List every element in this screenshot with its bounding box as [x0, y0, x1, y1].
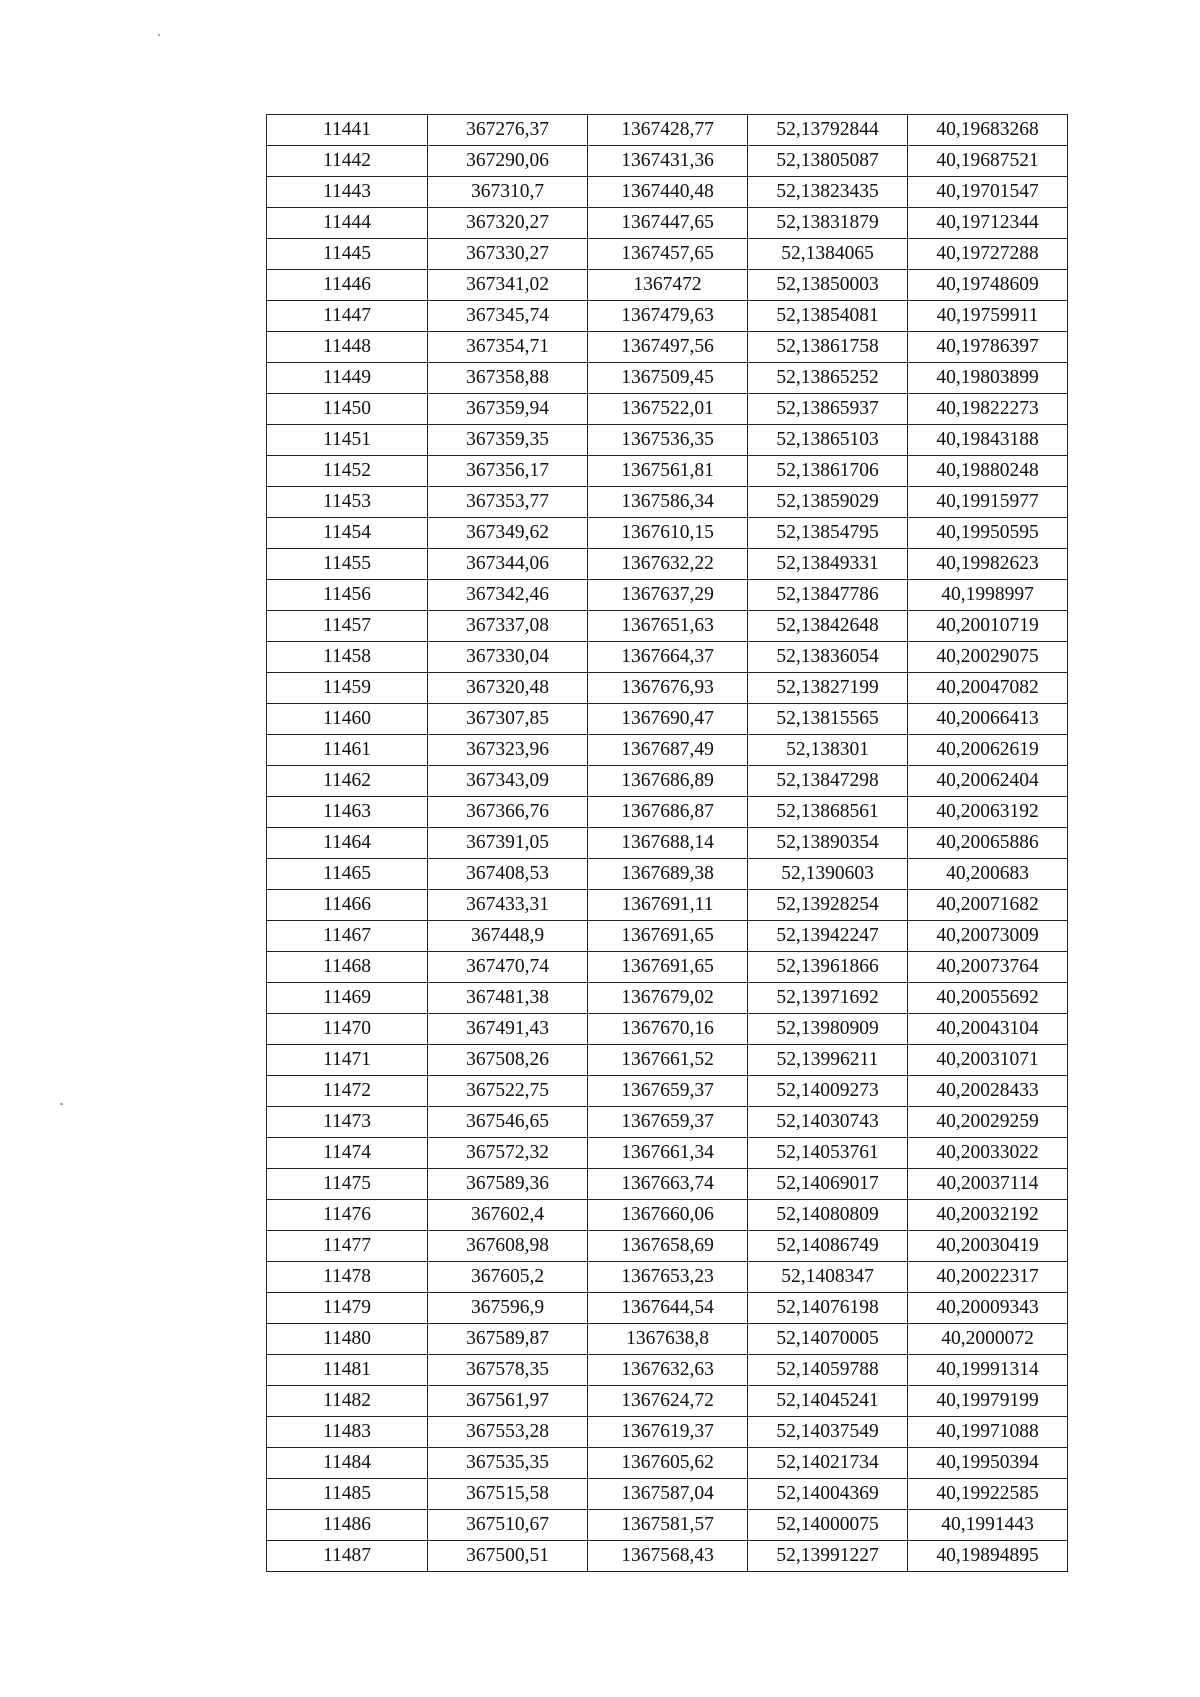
longitude-cell: 40,20047082: [908, 673, 1068, 704]
latitude-cell: 52,13991227: [748, 1541, 908, 1572]
longitude-cell: 40,20065886: [908, 828, 1068, 859]
table-row: [267, 952, 1068, 983]
x-coordinate-cell: 367359,35: [428, 425, 588, 456]
y-coordinate-cell: 1367664,37: [588, 642, 748, 673]
latitude-cell: 52,13831879: [748, 208, 908, 239]
y-coordinate-cell: 1367587,04: [588, 1479, 748, 1510]
longitude-cell: 40,19786397: [908, 332, 1068, 363]
x-coordinate-cell: 367366,76: [428, 797, 588, 828]
longitude-cell: 40,2000072: [908, 1324, 1068, 1355]
latitude-cell: 52,13823435: [748, 177, 908, 208]
y-coordinate-cell: 1367431,36: [588, 146, 748, 177]
point-number-cell: 11460: [267, 704, 428, 735]
latitude-cell: 52,13815565: [748, 704, 908, 735]
y-coordinate-cell: 1367691,11: [588, 890, 748, 921]
y-coordinate-cell: 1367687,49: [588, 735, 748, 766]
longitude-cell: 40,20022317: [908, 1262, 1068, 1293]
point-number-cell: 11486: [267, 1510, 428, 1541]
latitude-cell: 52,14004369: [748, 1479, 908, 1510]
longitude-cell: 40,19683268: [908, 115, 1068, 146]
point-number-cell: 11454: [267, 518, 428, 549]
table-row: [267, 1293, 1068, 1324]
y-coordinate-cell: 1367457,65: [588, 239, 748, 270]
point-number-cell: 11474: [267, 1138, 428, 1169]
x-coordinate-cell: 367561,97: [428, 1386, 588, 1417]
latitude-cell: 52,13847786: [748, 580, 908, 611]
x-coordinate-cell: 367358,88: [428, 363, 588, 394]
table-row: [267, 828, 1068, 859]
longitude-cell: 40,20063192: [908, 797, 1068, 828]
table-row: [267, 611, 1068, 642]
latitude-cell: 52,13805087: [748, 146, 908, 177]
longitude-cell: 40,20037114: [908, 1169, 1068, 1200]
latitude-cell: 52,13865252: [748, 363, 908, 394]
x-coordinate-cell: 367589,36: [428, 1169, 588, 1200]
longitude-cell: 40,20071682: [908, 890, 1068, 921]
longitude-cell: 40,19822273: [908, 394, 1068, 425]
table-row: [267, 518, 1068, 549]
point-number-cell: 11472: [267, 1076, 428, 1107]
point-number-cell: 11485: [267, 1479, 428, 1510]
point-number-cell: 11442: [267, 146, 428, 177]
point-number-cell: 11461: [267, 735, 428, 766]
longitude-cell: 40,1991443: [908, 1510, 1068, 1541]
table-row: [267, 177, 1068, 208]
y-coordinate-cell: 1367472: [588, 270, 748, 301]
x-coordinate-cell: 367330,27: [428, 239, 588, 270]
y-coordinate-cell: 1367686,89: [588, 766, 748, 797]
y-coordinate-cell: 1367659,37: [588, 1076, 748, 1107]
x-coordinate-cell: 367290,06: [428, 146, 588, 177]
point-number-cell: 11457: [267, 611, 428, 642]
longitude-cell: 40,20055692: [908, 983, 1068, 1014]
latitude-cell: 52,13847298: [748, 766, 908, 797]
point-number-cell: 11487: [267, 1541, 428, 1572]
point-number-cell: 11447: [267, 301, 428, 332]
y-coordinate-cell: 1367653,23: [588, 1262, 748, 1293]
table-row: [267, 1045, 1068, 1076]
x-coordinate-cell: 367310,7: [428, 177, 588, 208]
point-number-cell: 11444: [267, 208, 428, 239]
y-coordinate-cell: 1367670,16: [588, 1014, 748, 1045]
point-number-cell: 11446: [267, 270, 428, 301]
table-row: [267, 456, 1068, 487]
point-number-cell: 11482: [267, 1386, 428, 1417]
y-coordinate-cell: 1367497,56: [588, 332, 748, 363]
point-number-cell: 11441: [267, 115, 428, 146]
point-number-cell: 11455: [267, 549, 428, 580]
longitude-cell: 40,200683: [908, 859, 1068, 890]
latitude-cell: 52,13942247: [748, 921, 908, 952]
table-row: [267, 239, 1068, 270]
latitude-cell: 52,14076198: [748, 1293, 908, 1324]
point-number-cell: 11480: [267, 1324, 428, 1355]
x-coordinate-cell: 367535,35: [428, 1448, 588, 1479]
x-coordinate-cell: 367343,09: [428, 766, 588, 797]
x-coordinate-cell: 367345,74: [428, 301, 588, 332]
table-row: [267, 1510, 1068, 1541]
x-coordinate-cell: 367553,28: [428, 1417, 588, 1448]
table-row: [267, 735, 1068, 766]
point-number-cell: 11471: [267, 1045, 428, 1076]
point-number-cell: 11453: [267, 487, 428, 518]
y-coordinate-cell: 1367686,87: [588, 797, 748, 828]
y-coordinate-cell: 1367632,22: [588, 549, 748, 580]
x-coordinate-cell: 367589,87: [428, 1324, 588, 1355]
point-number-cell: 11449: [267, 363, 428, 394]
latitude-cell: 52,13854081: [748, 301, 908, 332]
table-row: [267, 1386, 1068, 1417]
longitude-cell: 40,20030419: [908, 1231, 1068, 1262]
x-coordinate-cell: 367491,43: [428, 1014, 588, 1045]
latitude-cell: 52,1384065: [748, 239, 908, 270]
x-coordinate-cell: 367481,38: [428, 983, 588, 1014]
point-number-cell: 11456: [267, 580, 428, 611]
latitude-cell: 52,13827199: [748, 673, 908, 704]
x-coordinate-cell: 367323,96: [428, 735, 588, 766]
point-number-cell: 11476: [267, 1200, 428, 1231]
x-coordinate-cell: 367330,04: [428, 642, 588, 673]
x-coordinate-cell: 367470,74: [428, 952, 588, 983]
table-row: [267, 580, 1068, 611]
y-coordinate-cell: 1367624,72: [588, 1386, 748, 1417]
longitude-cell: 40,20073009: [908, 921, 1068, 952]
y-coordinate-cell: 1367690,47: [588, 704, 748, 735]
latitude-cell: 52,13859029: [748, 487, 908, 518]
y-coordinate-cell: 1367632,63: [588, 1355, 748, 1386]
table-row: [267, 1355, 1068, 1386]
x-coordinate-cell: 367578,35: [428, 1355, 588, 1386]
table-row: [267, 1541, 1068, 1572]
y-coordinate-cell: 1367428,77: [588, 115, 748, 146]
table-row: [267, 890, 1068, 921]
longitude-cell: 40,20033022: [908, 1138, 1068, 1169]
longitude-cell: 40,19950595: [908, 518, 1068, 549]
table-row: [267, 983, 1068, 1014]
point-number-cell: 11468: [267, 952, 428, 983]
table-row: [267, 921, 1068, 952]
y-coordinate-cell: 1367688,14: [588, 828, 748, 859]
latitude-cell: 52,14045241: [748, 1386, 908, 1417]
y-coordinate-cell: 1367610,15: [588, 518, 748, 549]
x-coordinate-cell: 367353,77: [428, 487, 588, 518]
y-coordinate-cell: 1367658,69: [588, 1231, 748, 1262]
point-number-cell: 11445: [267, 239, 428, 270]
longitude-cell: 40,20073764: [908, 952, 1068, 983]
longitude-cell: 40,19915977: [908, 487, 1068, 518]
longitude-cell: 40,19727288: [908, 239, 1068, 270]
table-row: [267, 208, 1068, 239]
table-row: [267, 859, 1068, 890]
y-coordinate-cell: 1367568,43: [588, 1541, 748, 1572]
x-coordinate-cell: 367337,08: [428, 611, 588, 642]
y-coordinate-cell: 1367651,63: [588, 611, 748, 642]
table-row: [267, 1014, 1068, 1045]
point-number-cell: 11462: [267, 766, 428, 797]
table-row: [267, 1231, 1068, 1262]
longitude-cell: 40,19950394: [908, 1448, 1068, 1479]
y-coordinate-cell: 1367691,65: [588, 952, 748, 983]
latitude-cell: 52,13792844: [748, 115, 908, 146]
latitude-cell: 52,1408347: [748, 1262, 908, 1293]
point-number-cell: 11481: [267, 1355, 428, 1386]
table-row: [267, 642, 1068, 673]
longitude-cell: 40,20010719: [908, 611, 1068, 642]
table-row: [267, 1138, 1068, 1169]
y-coordinate-cell: 1367522,01: [588, 394, 748, 425]
table-row: [267, 332, 1068, 363]
y-coordinate-cell: 1367638,8: [588, 1324, 748, 1355]
x-coordinate-cell: 367320,48: [428, 673, 588, 704]
x-coordinate-cell: 367354,71: [428, 332, 588, 363]
table-row: [267, 704, 1068, 735]
latitude-cell: 52,13971692: [748, 983, 908, 1014]
y-coordinate-cell: 1367447,65: [588, 208, 748, 239]
y-coordinate-cell: 1367661,34: [588, 1138, 748, 1169]
longitude-cell: 40,20043104: [908, 1014, 1068, 1045]
point-number-cell: 11465: [267, 859, 428, 890]
latitude-cell: 52,14053761: [748, 1138, 908, 1169]
x-coordinate-cell: 367510,67: [428, 1510, 588, 1541]
latitude-cell: 52,14030743: [748, 1107, 908, 1138]
x-coordinate-cell: 367356,17: [428, 456, 588, 487]
longitude-cell: 40,19971088: [908, 1417, 1068, 1448]
x-coordinate-cell: 367448,9: [428, 921, 588, 952]
table-row: [267, 115, 1068, 146]
latitude-cell: 52,14070005: [748, 1324, 908, 1355]
point-number-cell: 11452: [267, 456, 428, 487]
table-row: [267, 549, 1068, 580]
y-coordinate-cell: 1367637,29: [588, 580, 748, 611]
table-row: [267, 301, 1068, 332]
latitude-cell: 52,13961866: [748, 952, 908, 983]
x-coordinate-cell: 367515,58: [428, 1479, 588, 1510]
table-row: [267, 1107, 1068, 1138]
table-row: [267, 797, 1068, 828]
latitude-cell: 52,13836054: [748, 642, 908, 673]
point-number-cell: 11477: [267, 1231, 428, 1262]
scan-speck-top: [158, 34, 160, 36]
latitude-cell: 52,13980909: [748, 1014, 908, 1045]
longitude-cell: 40,20028433: [908, 1076, 1068, 1107]
y-coordinate-cell: 1367644,54: [588, 1293, 748, 1324]
longitude-cell: 40,19979199: [908, 1386, 1068, 1417]
longitude-cell: 40,19922585: [908, 1479, 1068, 1510]
x-coordinate-cell: 367276,37: [428, 115, 588, 146]
x-coordinate-cell: 367342,46: [428, 580, 588, 611]
point-number-cell: 11450: [267, 394, 428, 425]
table-row: [267, 270, 1068, 301]
table-row: [267, 487, 1068, 518]
y-coordinate-cell: 1367689,38: [588, 859, 748, 890]
latitude-cell: 52,13865937: [748, 394, 908, 425]
x-coordinate-cell: 367546,65: [428, 1107, 588, 1138]
y-coordinate-cell: 1367691,65: [588, 921, 748, 952]
longitude-cell: 40,19991314: [908, 1355, 1068, 1386]
latitude-cell: 52,13890354: [748, 828, 908, 859]
longitude-cell: 40,19843188: [908, 425, 1068, 456]
coordinates-table-container: [266, 114, 1067, 1572]
latitude-cell: 52,13928254: [748, 890, 908, 921]
y-coordinate-cell: 1367440,48: [588, 177, 748, 208]
longitude-cell: 40,20062404: [908, 766, 1068, 797]
point-number-cell: 11483: [267, 1417, 428, 1448]
x-coordinate-cell: 367391,05: [428, 828, 588, 859]
longitude-cell: 40,20009343: [908, 1293, 1068, 1324]
x-coordinate-cell: 367605,2: [428, 1262, 588, 1293]
latitude-cell: 52,13861758: [748, 332, 908, 363]
scan-speck-left: [60, 1103, 63, 1105]
x-coordinate-cell: 367608,98: [428, 1231, 588, 1262]
longitude-cell: 40,19803899: [908, 363, 1068, 394]
x-coordinate-cell: 367602,4: [428, 1200, 588, 1231]
x-coordinate-cell: 367408,53: [428, 859, 588, 890]
table-row: [267, 1448, 1068, 1479]
point-number-cell: 11459: [267, 673, 428, 704]
longitude-cell: 40,20062619: [908, 735, 1068, 766]
y-coordinate-cell: 1367586,34: [588, 487, 748, 518]
latitude-cell: 52,13865103: [748, 425, 908, 456]
point-number-cell: 11478: [267, 1262, 428, 1293]
point-number-cell: 11475: [267, 1169, 428, 1200]
x-coordinate-cell: 367522,75: [428, 1076, 588, 1107]
latitude-cell: 52,13996211: [748, 1045, 908, 1076]
longitude-cell: 40,19701547: [908, 177, 1068, 208]
point-number-cell: 11464: [267, 828, 428, 859]
table-row: [267, 766, 1068, 797]
latitude-cell: 52,14000075: [748, 1510, 908, 1541]
latitude-cell: 52,13842648: [748, 611, 908, 642]
longitude-cell: 40,19687521: [908, 146, 1068, 177]
x-coordinate-cell: 367508,26: [428, 1045, 588, 1076]
table-row: [267, 1479, 1068, 1510]
longitude-cell: 40,1998997: [908, 580, 1068, 611]
longitude-cell: 40,20032192: [908, 1200, 1068, 1231]
table-row: [267, 363, 1068, 394]
longitude-cell: 40,20029259: [908, 1107, 1068, 1138]
table-row: [267, 146, 1068, 177]
latitude-cell: 52,138301: [748, 735, 908, 766]
table-row: [267, 1200, 1068, 1231]
point-number-cell: 11448: [267, 332, 428, 363]
y-coordinate-cell: 1367619,37: [588, 1417, 748, 1448]
table-row: [267, 1076, 1068, 1107]
point-number-cell: 11466: [267, 890, 428, 921]
y-coordinate-cell: 1367536,35: [588, 425, 748, 456]
latitude-cell: 52,13868561: [748, 797, 908, 828]
longitude-cell: 40,19982623: [908, 549, 1068, 580]
y-coordinate-cell: 1367663,74: [588, 1169, 748, 1200]
point-number-cell: 11443: [267, 177, 428, 208]
point-number-cell: 11479: [267, 1293, 428, 1324]
latitude-cell: 52,13854795: [748, 518, 908, 549]
y-coordinate-cell: 1367659,37: [588, 1107, 748, 1138]
point-number-cell: 11469: [267, 983, 428, 1014]
longitude-cell: 40,19712344: [908, 208, 1068, 239]
point-number-cell: 11458: [267, 642, 428, 673]
y-coordinate-cell: 1367676,93: [588, 673, 748, 704]
x-coordinate-cell: 367572,32: [428, 1138, 588, 1169]
x-coordinate-cell: 367500,51: [428, 1541, 588, 1572]
table-row: [267, 1324, 1068, 1355]
longitude-cell: 40,20066413: [908, 704, 1068, 735]
latitude-cell: 52,14080809: [748, 1200, 908, 1231]
longitude-cell: 40,19748609: [908, 270, 1068, 301]
latitude-cell: 52,13850003: [748, 270, 908, 301]
x-coordinate-cell: 367349,62: [428, 518, 588, 549]
table-row: [267, 1169, 1068, 1200]
coordinates-table-body: [267, 115, 1068, 1572]
table-row: [267, 1417, 1068, 1448]
longitude-cell: 40,19894895: [908, 1541, 1068, 1572]
x-coordinate-cell: 367307,85: [428, 704, 588, 735]
table-row: [267, 425, 1068, 456]
point-number-cell: 11473: [267, 1107, 428, 1138]
latitude-cell: 52,14021734: [748, 1448, 908, 1479]
latitude-cell: 52,14059788: [748, 1355, 908, 1386]
point-number-cell: 11484: [267, 1448, 428, 1479]
x-coordinate-cell: 367433,31: [428, 890, 588, 921]
coordinates-table: [266, 114, 1068, 1572]
latitude-cell: 52,14069017: [748, 1169, 908, 1200]
longitude-cell: 40,19759911: [908, 301, 1068, 332]
x-coordinate-cell: 367341,02: [428, 270, 588, 301]
y-coordinate-cell: 1367605,62: [588, 1448, 748, 1479]
latitude-cell: 52,14037549: [748, 1417, 908, 1448]
point-number-cell: 11470: [267, 1014, 428, 1045]
longitude-cell: 40,20031071: [908, 1045, 1068, 1076]
table-row: [267, 673, 1068, 704]
longitude-cell: 40,19880248: [908, 456, 1068, 487]
point-number-cell: 11463: [267, 797, 428, 828]
latitude-cell: 52,14009273: [748, 1076, 908, 1107]
y-coordinate-cell: 1367509,45: [588, 363, 748, 394]
y-coordinate-cell: 1367661,52: [588, 1045, 748, 1076]
y-coordinate-cell: 1367561,81: [588, 456, 748, 487]
latitude-cell: 52,14086749: [748, 1231, 908, 1262]
longitude-cell: 40,20029075: [908, 642, 1068, 673]
latitude-cell: 52,13849331: [748, 549, 908, 580]
y-coordinate-cell: 1367581,57: [588, 1510, 748, 1541]
x-coordinate-cell: 367359,94: [428, 394, 588, 425]
point-number-cell: 11451: [267, 425, 428, 456]
table-row: [267, 1262, 1068, 1293]
x-coordinate-cell: 367320,27: [428, 208, 588, 239]
y-coordinate-cell: 1367679,02: [588, 983, 748, 1014]
x-coordinate-cell: 367596,9: [428, 1293, 588, 1324]
latitude-cell: 52,1390603: [748, 859, 908, 890]
x-coordinate-cell: 367344,06: [428, 549, 588, 580]
y-coordinate-cell: 1367479,63: [588, 301, 748, 332]
point-number-cell: 11467: [267, 921, 428, 952]
latitude-cell: 52,13861706: [748, 456, 908, 487]
table-row: [267, 394, 1068, 425]
y-coordinate-cell: 1367660,06: [588, 1200, 748, 1231]
